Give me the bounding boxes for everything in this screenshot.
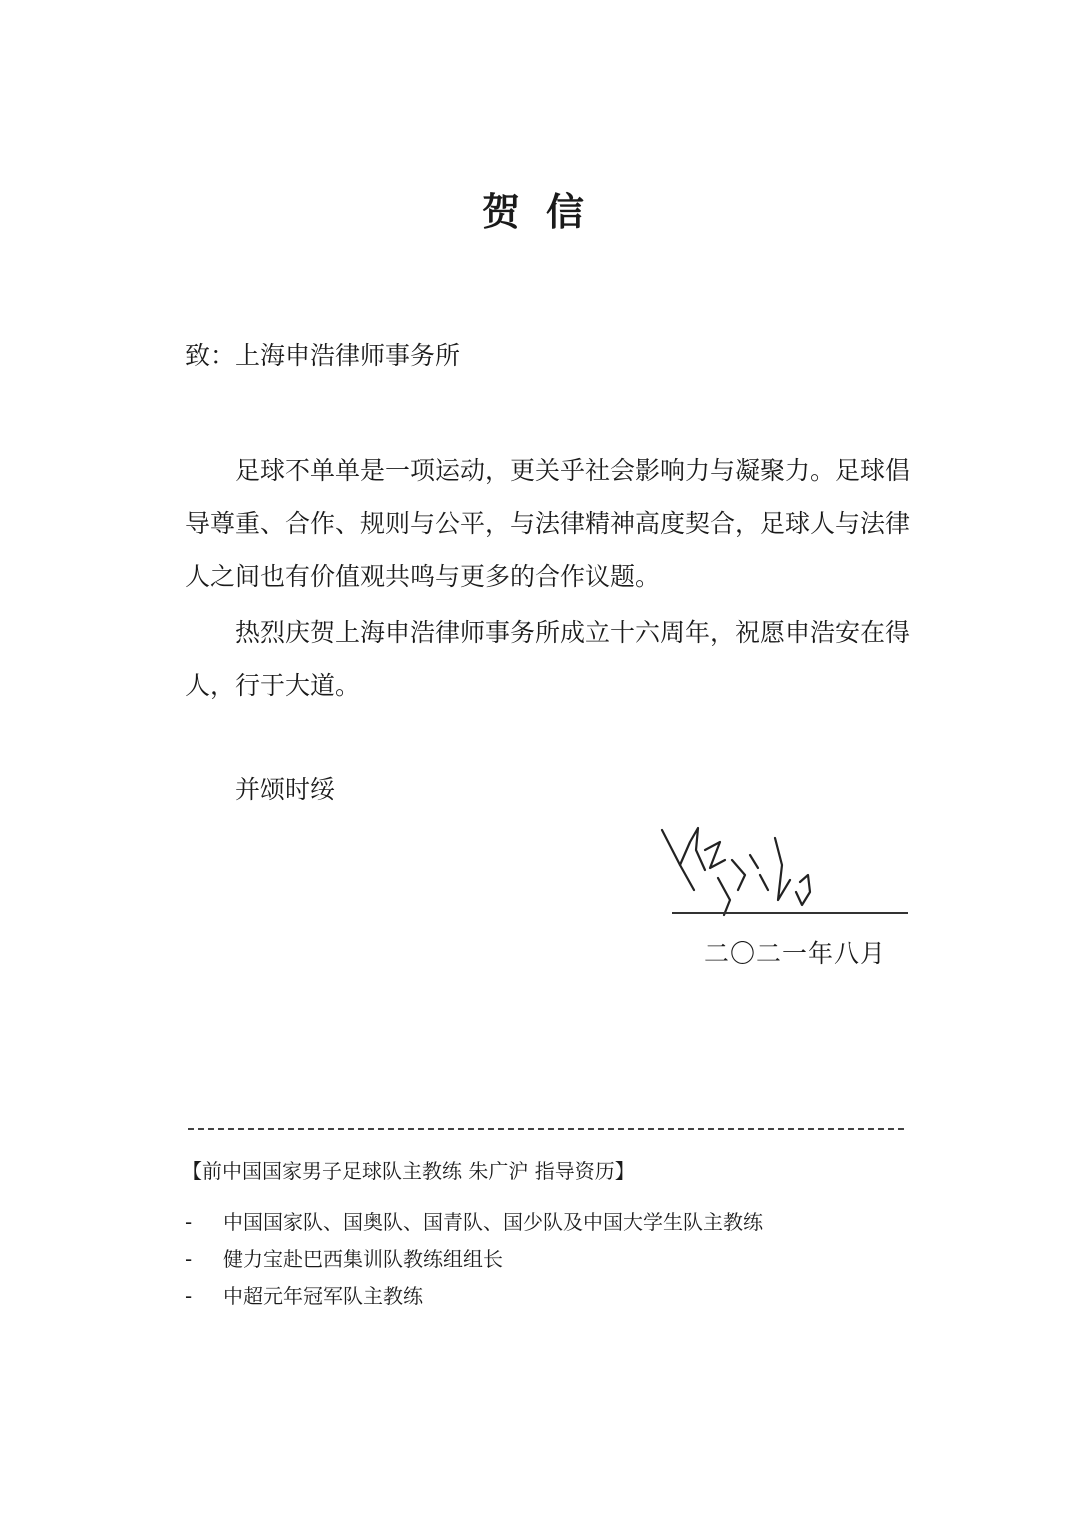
letter-paragraph: 热烈庆贺上海申浩律师事务所成立十六周年，祝愿申浩安在得人，行于大道。 — [185, 618, 911, 700]
list-item-text: 中超元年冠军队主教练 — [223, 1284, 423, 1308]
letter-recipient: 致：上海申浩律师事务所 — [185, 341, 461, 370]
list-item-text: 健力宝赴巴西集训队教练组组长 — [223, 1247, 503, 1271]
bullet-dash: - — [185, 1284, 193, 1308]
handwritten-signature — [650, 820, 850, 920]
bio-heading: 【前中国国家男子足球队主教练 朱广沪 指导资历】 — [182, 1159, 635, 1183]
list-item-text: 中国国家队、国奥队、国青队、国少队及中国大学生队主教练 — [223, 1210, 763, 1234]
letter-date: 二〇二一年八月 — [704, 939, 887, 968]
list-item — [185, 1279, 763, 1316]
bullet-dash: - — [185, 1210, 193, 1234]
list-item — [185, 1205, 763, 1242]
signature-line — [672, 912, 908, 914]
bio-list — [185, 1205, 763, 1316]
letter-body — [185, 444, 910, 715]
letter-paragraph: 足球不单单是一项运动，更关乎社会影响力与凝聚力。足球倡导尊重、合作、规则与公平，与法律精神高度契合，足球人与法律人之间也有价值观共鸣与更多的合作议题。 — [185, 456, 911, 591]
letter-closing: 并颂时绥 — [235, 775, 336, 804]
section-divider — [188, 1128, 904, 1130]
list-item — [185, 1242, 763, 1279]
bullet-dash: - — [185, 1247, 193, 1271]
letter-title: 贺信 — [481, 190, 610, 234]
